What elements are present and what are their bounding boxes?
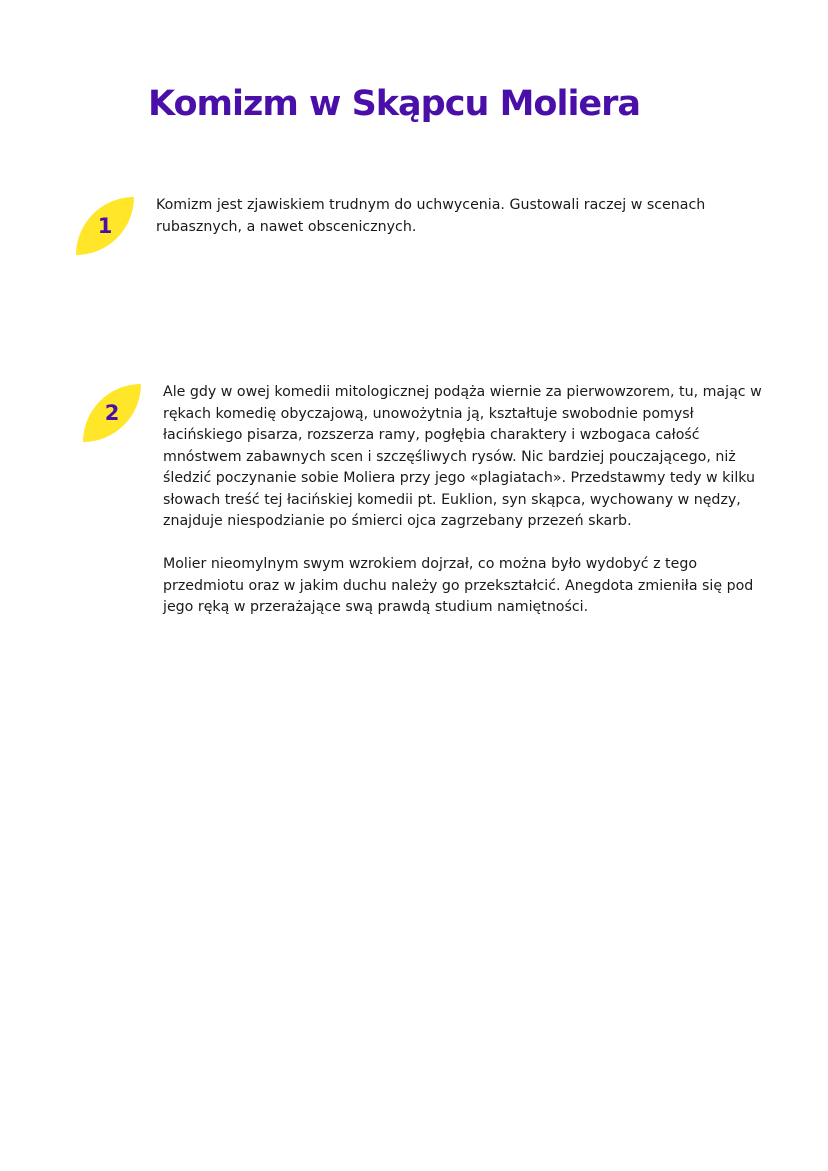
section-number: 1 [97,214,113,238]
section-text [163,382,763,619]
paragraph: Ale gdy w owej komedii mitologicznej podąża wiernie za pierwowzorem, tu, mając w rękach komedię obyczajową, unowożytnia ją, kształtuje swobodnie pomysł łacińskiego pisarza, rozszerza ramy, pogłębia charaktery i wzbogaca całość mnóstwem zabawnych scen i szczęśliwych rysów. Nic bardziej pouczającego, niż śledzić poczynanie sobie Moliera przy jego «plagiatach». Przedstawmy tedy w kilku słowach treść tej łacińskiej komedii pt. Euklion, syn skąpca, wychowany w nędzy, znajduje niespodzianie po śmierci ojca zagrzebany przezeń skarb. [163,384,762,529]
page-title: Komizm w Skąpcu Moliera [148,84,641,124]
section-number-badge [83,384,141,442]
section-number-badge [76,197,134,255]
section-number: 2 [104,401,120,425]
section-text [156,195,756,238]
paragraph: Komizm jest zjawiskiem trudnym do uchwycenia. Gustowali raczej w scenach rubasznych, a nawet obscenicznych. [156,197,706,235]
paragraph: Molier nieomylnym swym wzrokiem dojrzał, co można było wydobyć z tego przedmiotu oraz w jakim duchu należy go przekształcić. Anegdota zmieniła się pod jego ręką w przerażające swą prawdą studium namiętności. [163,556,754,615]
